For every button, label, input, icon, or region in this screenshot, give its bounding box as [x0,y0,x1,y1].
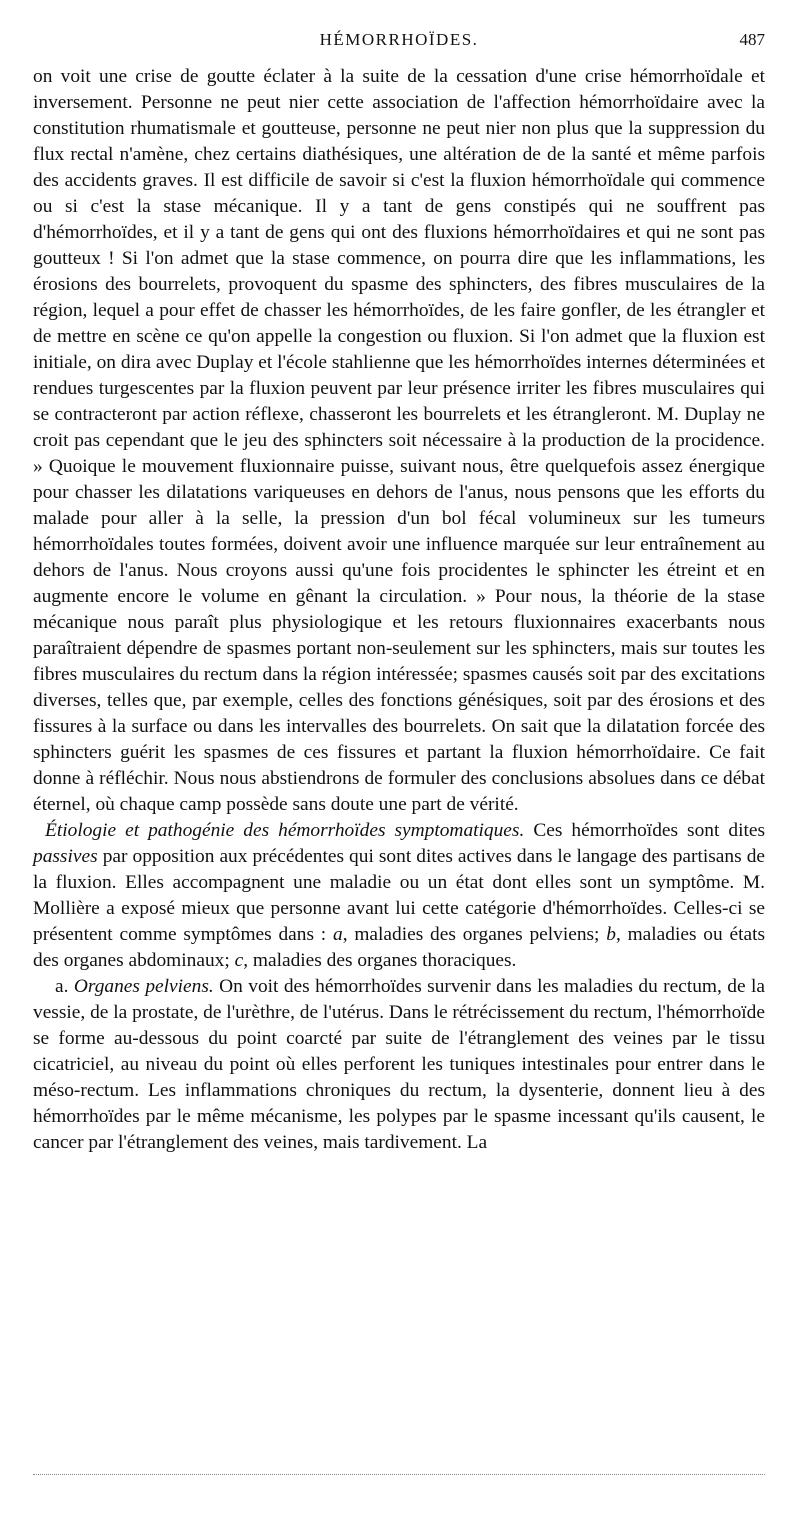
paragraph-pelvic-organs [33,974,765,1156]
paragraph-text: On voit des hémorrhoïdes survenir dans les maladies du rectum, de la vessie, de la prostate, de l'urèthre, de l'utérus. Dans le rétrécissement du rectum, l'hémorrhoïde se forme au-dessous du point coarcté par suite de l'étranglement des veines par le tissu cicatriciel, au niveau du point où elles perforent les tuniques intestinales pour entrer dans le méso-rectum. Les inflammations chroniques du rectum, la dysenterie, donnent lieu à des hémorrhoïdes par le même mécanisme, les polypes par le spasme incessant qu'ils causent, le cancer par l'étranglement des veines, mais tardivement. La [33,976,765,1153]
paragraph-text: , maladies des organes thoraciques. [243,950,517,971]
list-letter-a: a [333,924,343,945]
paragraph-text: , maladies ou états des organes abdominaux; [33,924,766,971]
paragraph-text: par opposition aux précédentes qui sont dites actives dans le langage des partisans de la fluxion. Elles accompagnent une maladie ou un état dont elles sont un symptôme. M. Mollière a exposé mieux que personne avant lui cette catégorie d'hémorrhoïdes. Celles-ci se présentent comme symptômes dans : [33,846,765,945]
page-number: 487 [739,30,765,49]
emphasis-passives: passives [33,846,98,867]
list-letter-c: c [234,950,244,971]
paragraph-symptomatic-etiology [33,818,765,974]
paragraph-text: Ces hémorrhoïdes sont dites [524,820,766,841]
page-body [33,64,765,1156]
running-title: HÉMORRHOÏDES. [319,30,479,49]
section-heading-pelvic: Organes pelviens. [73,976,214,997]
page-header [33,0,765,64]
section-heading-etiology: Étiologie et pathogénie des hémorrhoïdes symptomatiques. [45,820,525,841]
document-page [33,0,765,1514]
paragraph-text: , maladies des organes pelviens; [342,924,607,945]
list-letter-b: b [606,924,616,945]
footer-rule [33,1474,765,1475]
paragraph-continued: on voit une crise de goutte éclater à la suite de la cessation d'une crise hémorrhoïdale et inversement. Personne ne peut nier cette association de l'affection hémorrhoïdaire avec la constitution rhumatismale et goutteuse, personne ne peut nier non plus que la suppression du flux rectal n'amène, chez certains diathésiques, une altération de de la santé et même parfois des accidents graves. Il est difficile de savoir si c'est la fluxion hémorrhoïdale qui commence ou si c'est la stase mécanique. Il y a tant de gens constipés qui ne souffrent pas d'hémorrhoïdes, et il y a tant de gens qui ont des fluxions hémorrhoïdaires et qui ne sont pas goutteux ! Si l'on admet que la stase commence, on pourra dire que les inflammations, les érosions des bourrelets, provoquent du spasme des sphincters, des fibres musculaires de la région, lequel a pour effet de chasser les hémorrhoïdes, de les faire gonfler, de les étrangler et de mettre en scène ce qu'on appelle la congestion ou fluxion. Si l'on admet que la fluxion est initiale, on dira avec Duplay et l'école stahlienne que les hémorrhoïdes internes déterminées et rendues turgescentes par la fluxion peuvent par leur présence irriter les fibres musculaires qui se contracteront par action réflexe, chasseront les bourrelets et les étrangleront. M. Duplay ne croit pas cependant que le jeu des sphincters soit nécessaire à la production de la procidence. » Quoique le mouvement fluxionnaire puisse, suivant nous, être quelquefois assez énergique pour chasser les dilatations variqueuses en dehors de l'anus, nous pensons que les efforts du malade pour aller à la selle, la pression d'un bol fécal volumineux sur les tumeurs hémorrhoïdales toutes formées, doivent avoir une influence marquée sur leur entraînement au dehors de l'anus. Nous croyons aussi qu'une fois procidentes le sphincter les étreint et en augmente encore le volume en gênant la circulation. » Pour nous, la théorie de la stase mécanique nous paraît plus physiologique et les retours fluxionnaires exacerbants nous paraîtraient dépendre de spasmes portant non-seulement sur les sphincters, mais sur toutes les fibres musculaires du rectum dans la région intéressée; spasmes causés soit par des excitations diverses, telles que, par exemple, celles des fonctions génésiques, soit par des érosions et des fissures à la surface ou dans les intervalles des bourrelets. On sait que la dilatation forcée des sphincters guérit les spasmes de ces fissures et partant la fluxion hémorrhoïdaire. Ce fait donne à réfléchir. Nous nous abstiendrons de formuler des conclusions absolues dans ce débat éternel, où chaque camp possède sans doute une part de vérité. [33,66,765,815]
section-prefix: a. [55,976,74,997]
